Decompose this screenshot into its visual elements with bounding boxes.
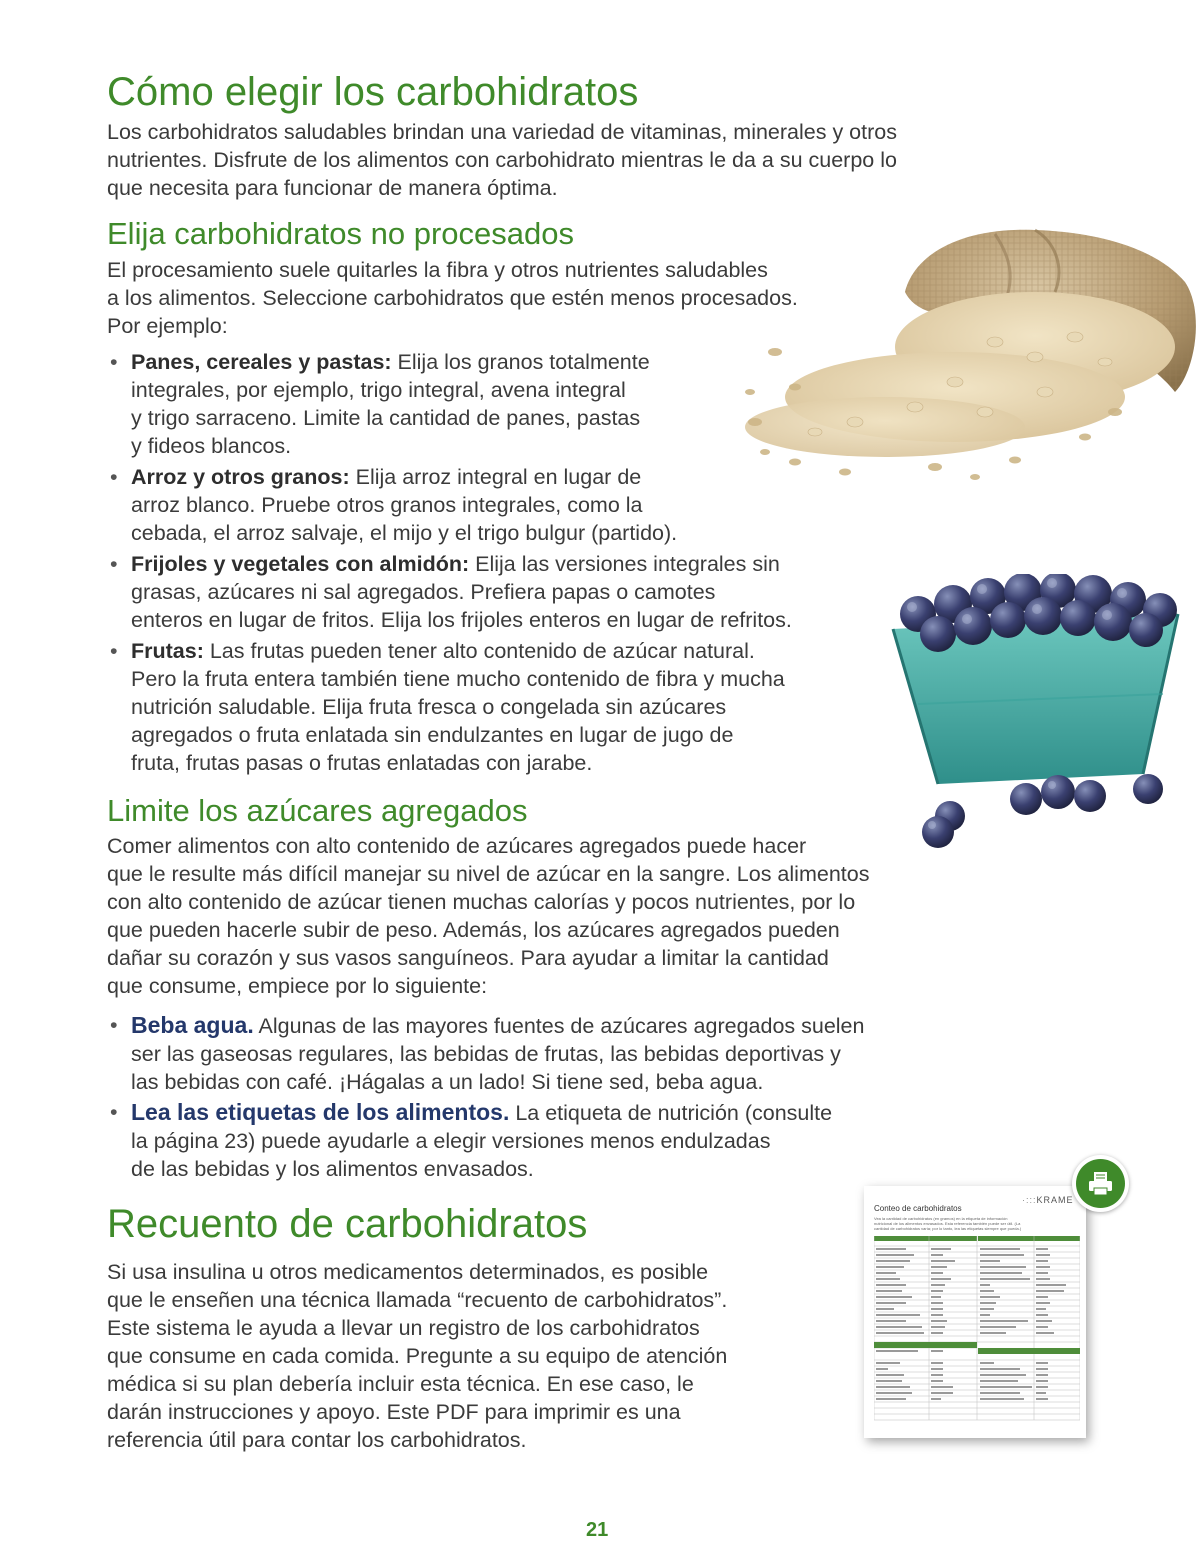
bullet-text: nutrición saludable. Elija fruta fresca o congelada sin azúcares: [131, 695, 727, 719]
text-line: dañar su corazón y sus vasos sanguíneos. Para ayudar a limitar la cantidad: [107, 946, 829, 970]
intro-paragraph: [107, 118, 1107, 202]
bullet-text: agregados o fruta enlatada sin endulzantes en lugar de jugo de: [131, 723, 734, 747]
text-line: darán instrucciones y apoyo. Este PDF para imprimir es una: [107, 1400, 681, 1424]
thumbnail-intro: [874, 1216, 1079, 1231]
section-heading-unprocessed: Elija carbohidratos no procesados: [107, 216, 574, 251]
text-line: a los alimentos. Seleccione carbohidratos que estén menos procesados.: [107, 286, 798, 310]
text-line: Este sistema le ayuda a llevar un registro de los carbohidratos: [107, 1316, 700, 1340]
text-line: que necesita para funcionar de manera óptima.: [107, 176, 558, 200]
bullet-text: la página 23) puede ayudarle a elegir versiones menos endulzadas: [131, 1129, 771, 1153]
list-item: [107, 550, 887, 634]
added-sugars-paragraph: [107, 832, 967, 1000]
bullet-text: fruta, frutas pasas o frutas enlatadas con jarabe.: [131, 751, 593, 775]
bullet-text: las bebidas con café. ¡Hágalas a un lado! Si tiene sed, beba agua.: [131, 1070, 764, 1094]
bullet-text: cebada, el arroz salvaje, el mijo y el trigo bulgur (partido).: [131, 521, 678, 545]
text-line: referencia útil para contar los carbohidratos.: [107, 1428, 527, 1452]
page-number: 21: [586, 1519, 609, 1541]
bullet-text: Pero la fruta entera también tiene mucho contenido de fibra y mucha: [131, 667, 785, 691]
thumbnail-title: Conteo de carbohidratos: [874, 1204, 962, 1213]
bullet-lead: Lea las etiquetas de los alimentos.: [131, 1099, 510, 1125]
print-button[interactable]: [1072, 1155, 1129, 1212]
bullet-lead: Panes, cereales y pastas:: [131, 350, 392, 374]
brand-logo: ·:::KRAME: [1022, 1195, 1074, 1205]
brand-text: KRAME: [1036, 1195, 1074, 1205]
text-line: que pueden hacerle subir de peso. Además, los azúcares agregados pueden: [107, 918, 840, 942]
print-badge-circle: [1076, 1159, 1125, 1208]
text-line: Por ejemplo:: [107, 314, 228, 338]
text-line: que consume, empiece por lo siguiente:: [107, 974, 488, 998]
bullet-text: La etiqueta de nutrición (consulte: [509, 1101, 833, 1125]
text-line: que consume en cada comida. Pregunte a su equipo de atención: [107, 1344, 728, 1368]
bullet-text: Elija arroz integral en lugar de: [349, 465, 642, 489]
bullet-text: Algunas de las mayores fuentes de azúcares agregados suelen: [253, 1014, 865, 1038]
bullet-text: y trigo sarraceno. Limite la cantidad de panes, pastas: [131, 406, 641, 430]
oats-sack-image: [735, 222, 1200, 484]
list-item: [107, 1011, 967, 1096]
list-item: [107, 637, 887, 777]
carb-counting-pdf-thumbnail[interactable]: [864, 1186, 1086, 1438]
printer-icon: [1086, 1169, 1115, 1198]
text-line: nutrientes. Disfrute de los alimentos con carbohidrato mientras le da a su cuerpo lo: [107, 148, 897, 172]
text-line: Vea la cantidad de carbohidratos (en gramos) en la etiqueta de información: [874, 1216, 1008, 1221]
list-item: [107, 1098, 967, 1183]
bullet-text: arroz blanco. Pruebe otros granos integrales, como la: [131, 493, 643, 517]
added-sugars-bullet-list: [107, 1011, 967, 1183]
blueberries-image: [878, 574, 1200, 850]
text-line: que le enseñen una técnica llamada “recuento de carbohidratos”.: [107, 1288, 728, 1312]
text-line: médica si su plan debería incluir esta técnica. En ese caso, le: [107, 1372, 694, 1396]
bullet-text: enteros en lugar de fritos. Elija los frijoles enteros en lugar de refritos.: [131, 608, 792, 632]
bullet-text: integrales, por ejemplo, trigo integral, avena integral: [131, 378, 626, 402]
bullet-lead: Beba agua.: [131, 1012, 254, 1038]
text-line: que le resulte más difícil manejar su nivel de azúcar en la sangre. Los alimentos: [107, 862, 870, 886]
page-title: Cómo elegir los carbohidratos: [107, 70, 639, 114]
thumbnail-table-image: [874, 1236, 1080, 1432]
section-heading-added-sugars: Limite los azúcares agregados: [107, 793, 528, 828]
text-line: Si usa insulina u otros medicamentos determinados, es posible: [107, 1260, 709, 1284]
bullet-text: Elija las versiones integrales sin: [469, 552, 780, 576]
bullet-text: grasas, azúcares ni sal agregados. Prefiera papas o camotes: [131, 580, 716, 604]
bullet-text: Las frutas pueden tener alto contenido de azúcar natural.: [203, 639, 755, 663]
bullet-lead: Frijoles y vegetales con almidón:: [131, 552, 470, 576]
bullet-lead: Arroz y otros granos:: [131, 465, 350, 489]
text-line: cantidad de carbohidratos varía; por lo tanto, lea las etiquetas siempre que pueda.): [874, 1226, 1022, 1231]
text-line: Comer alimentos con alto contenido de azúcares agregados puede hacer: [107, 834, 807, 858]
bullet-text: y fideos blancos.: [131, 434, 292, 458]
text-line: nutricional de los alimentos envasados. Esta referencia también puede ser útil. (La: [874, 1221, 1021, 1226]
bullet-lead: Frutas:: [131, 639, 204, 663]
bullet-text: de las bebidas y los alimentos envasados.: [131, 1157, 534, 1181]
text-line: El procesamiento suele quitarles la fibra y otros nutrientes saludables: [107, 258, 768, 282]
carb-counting-paragraph: [107, 1258, 847, 1454]
text-line: con alto contenido de azúcar tienen muchas calorías y pocos nutrientes, por lo: [107, 890, 856, 914]
bullet-text: ser las gaseosas regulares, las bebidas de frutas, las bebidas deportivas y: [131, 1042, 841, 1066]
section-heading-carb-counting: Recuento de carbohidratos: [107, 1202, 588, 1246]
text-line: Los carbohidratos saludables brindan una variedad de vitaminas, minerales y otros: [107, 120, 897, 144]
bullet-text: Elija los granos totalmente: [391, 350, 650, 374]
